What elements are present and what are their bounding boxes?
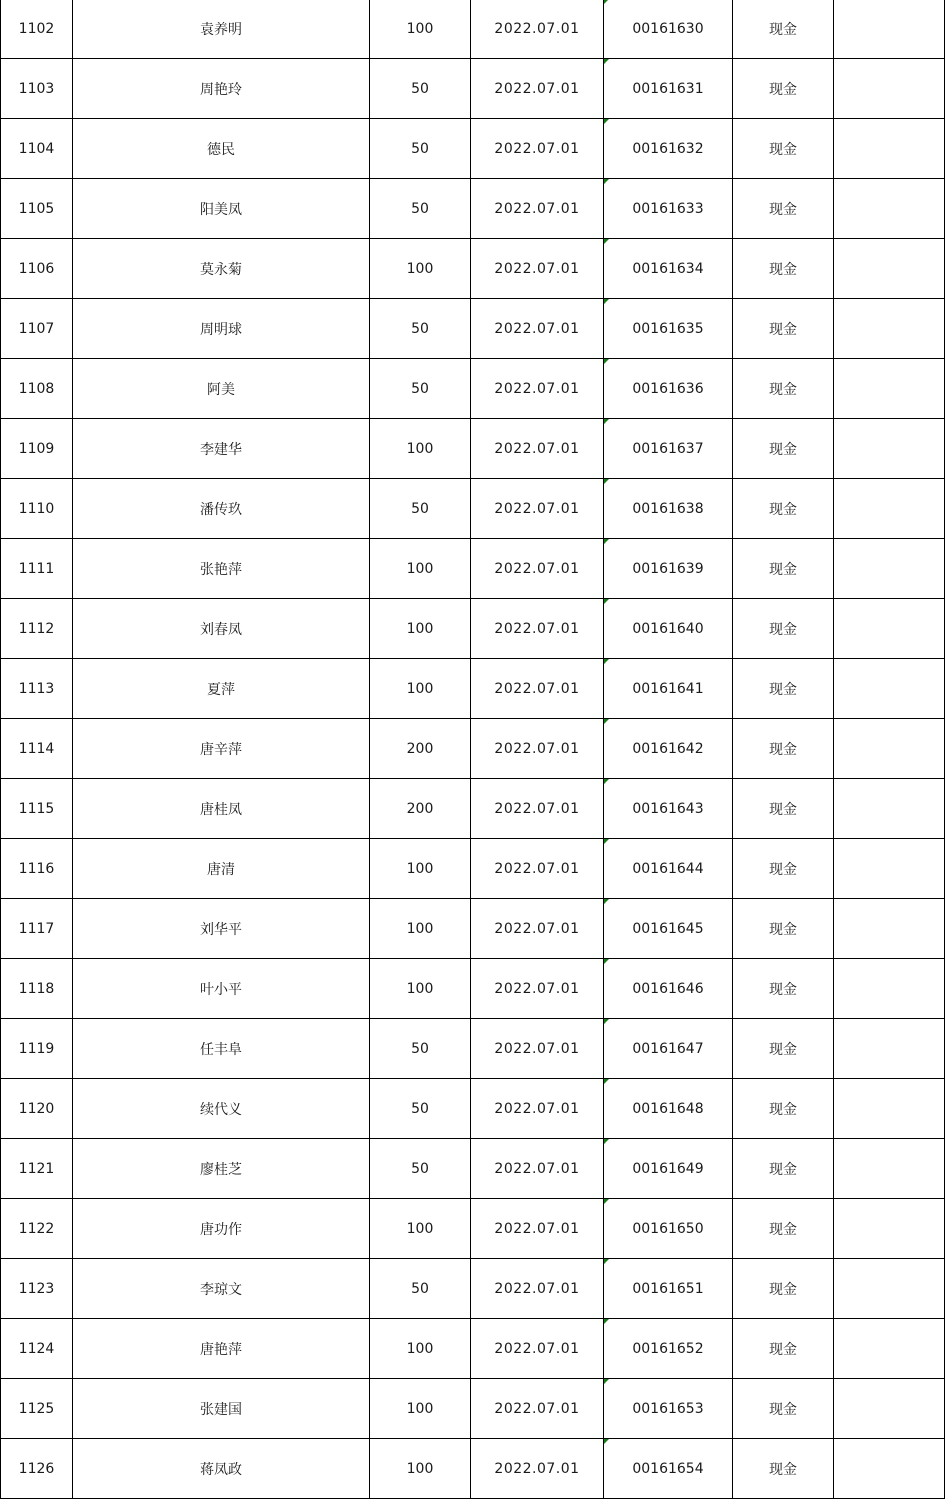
receipt-number-cell[interactable]: [604, 719, 733, 779]
amount-cell[interactable]: 200: [370, 719, 471, 779]
text-number-marker-icon: [604, 419, 609, 424]
donor-name-cell[interactable]: 唐清: [73, 839, 370, 899]
note-cell[interactable]: [834, 1319, 945, 1379]
receipt-number-cell[interactable]: [604, 1379, 733, 1439]
row-number-cell[interactable]: 1108: [1, 359, 73, 419]
date-cell[interactable]: 2022.07.01: [471, 59, 604, 119]
amount-cell[interactable]: 50: [370, 179, 471, 239]
receipt-number-text: 00161647: [632, 1040, 704, 1057]
table-row: [1, 839, 945, 899]
amount-cell[interactable]: 100: [370, 659, 471, 719]
row-number-cell[interactable]: 1111: [1, 539, 73, 599]
row-number-cell[interactable]: 1120: [1, 1079, 73, 1139]
note-cell[interactable]: [834, 839, 945, 899]
text-number-marker-icon: [604, 239, 609, 244]
row-number-cell[interactable]: 1105: [1, 179, 73, 239]
receipt-number-cell[interactable]: [604, 539, 733, 599]
payment-method-cell[interactable]: 现金: [733, 899, 834, 959]
donor-name-cell[interactable]: 潘传玖: [73, 479, 370, 539]
donor-name-cell[interactable]: 周明球: [73, 299, 370, 359]
row-number-cell[interactable]: 1121: [1, 1139, 73, 1199]
text-number-marker-icon: [604, 779, 609, 784]
row-number-cell[interactable]: 1117: [1, 899, 73, 959]
payment-method-cell[interactable]: 现金: [733, 1259, 834, 1319]
amount-cell[interactable]: 50: [370, 299, 471, 359]
receipt-number-cell[interactable]: [604, 1139, 733, 1199]
payment-method-cell[interactable]: 现金: [733, 1019, 834, 1079]
amount-cell[interactable]: 50: [370, 1079, 471, 1139]
payment-method-cell[interactable]: 现金: [733, 1439, 834, 1499]
table-row: [1, 179, 945, 239]
payment-method-cell[interactable]: 现金: [733, 479, 834, 539]
receipt-number-text: 00161633: [632, 200, 704, 217]
text-number-marker-icon: [604, 599, 609, 604]
note-cell[interactable]: [834, 1199, 945, 1259]
table-row: [1, 1079, 945, 1139]
note-cell[interactable]: [834, 959, 945, 1019]
date-cell[interactable]: 2022.07.01: [471, 719, 604, 779]
row-number-cell[interactable]: 1122: [1, 1199, 73, 1259]
text-number-marker-icon: [604, 659, 609, 664]
text-number-marker-icon: [604, 539, 609, 544]
text-number-marker-icon: [604, 1439, 609, 1444]
receipt-number-cell[interactable]: [604, 1079, 733, 1139]
payment-method-cell[interactable]: 现金: [733, 779, 834, 839]
payment-method-cell[interactable]: 现金: [733, 1319, 834, 1379]
payment-method-cell[interactable]: 现金: [733, 239, 834, 299]
payment-method-cell[interactable]: 现金: [733, 1079, 834, 1139]
row-number-cell[interactable]: 1109: [1, 419, 73, 479]
row-number-cell[interactable]: 1116: [1, 839, 73, 899]
text-number-marker-icon: [604, 719, 609, 724]
table-row: [1, 1199, 945, 1259]
amount-cell[interactable]: 100: [370, 1319, 471, 1379]
payment-method-cell[interactable]: 现金: [733, 659, 834, 719]
date-cell[interactable]: 2022.07.01: [471, 839, 604, 899]
amount-cell[interactable]: 100: [370, 1199, 471, 1259]
date-cell[interactable]: 2022.07.01: [471, 1259, 604, 1319]
table-row: [1, 959, 945, 1019]
date-cell[interactable]: 2022.07.01: [471, 179, 604, 239]
date-cell[interactable]: 2022.07.01: [471, 899, 604, 959]
payment-method-cell[interactable]: 现金: [733, 719, 834, 779]
note-cell[interactable]: [834, 479, 945, 539]
table-row: [1, 119, 945, 179]
receipt-number-cell[interactable]: [604, 59, 733, 119]
text-number-marker-icon: [604, 1379, 609, 1384]
text-number-marker-icon: [604, 1259, 609, 1264]
payment-method-cell[interactable]: 现金: [733, 59, 834, 119]
donor-name-cell[interactable]: 夏萍: [73, 659, 370, 719]
receipt-number-cell[interactable]: [604, 599, 733, 659]
receipt-number-text: 00161638: [632, 500, 704, 517]
table-row: [1, 719, 945, 779]
amount-cell[interactable]: 50: [370, 1139, 471, 1199]
amount-cell[interactable]: 50: [370, 1259, 471, 1319]
table-row: [1, 1259, 945, 1319]
table-row: [1, 1319, 945, 1379]
note-cell[interactable]: [834, 119, 945, 179]
amount-cell[interactable]: 100: [370, 1439, 471, 1499]
donor-name-cell[interactable]: 张艳萍: [73, 539, 370, 599]
date-cell[interactable]: 2022.07.01: [471, 0, 604, 59]
receipt-number-text: 00161637: [632, 440, 704, 457]
receipt-number-text: 00161652: [632, 1340, 704, 1357]
receipt-number-cell[interactable]: [604, 659, 733, 719]
receipt-number-cell[interactable]: [604, 299, 733, 359]
receipt-number-text: 00161644: [632, 860, 704, 877]
text-number-marker-icon: [604, 479, 609, 484]
donor-name-cell[interactable]: 阳美凤: [73, 179, 370, 239]
date-cell[interactable]: 2022.07.01: [471, 1139, 604, 1199]
row-number-cell[interactable]: 1114: [1, 719, 73, 779]
table-row: [1, 479, 945, 539]
donor-name-cell[interactable]: 袁养明: [73, 0, 370, 59]
row-number-cell[interactable]: 1123: [1, 1259, 73, 1319]
donor-name-cell[interactable]: 叶小平: [73, 959, 370, 1019]
note-cell[interactable]: [834, 359, 945, 419]
donor-name-cell[interactable]: 任丰阜: [73, 1019, 370, 1079]
date-cell[interactable]: 2022.07.01: [471, 659, 604, 719]
payment-method-cell[interactable]: 现金: [733, 359, 834, 419]
amount-cell[interactable]: 100: [370, 959, 471, 1019]
amount-cell[interactable]: 100: [370, 239, 471, 299]
row-number-cell[interactable]: 1113: [1, 659, 73, 719]
date-cell[interactable]: 2022.07.01: [471, 119, 604, 179]
date-cell[interactable]: 2022.07.01: [471, 419, 604, 479]
row-number-cell[interactable]: 1118: [1, 959, 73, 1019]
donor-name-cell[interactable]: 续代义: [73, 1079, 370, 1139]
donor-name-cell[interactable]: 阿美: [73, 359, 370, 419]
table-row: [1, 899, 945, 959]
amount-cell[interactable]: 100: [370, 419, 471, 479]
table-body: [1, 0, 945, 1499]
date-cell[interactable]: 2022.07.01: [471, 479, 604, 539]
payment-method-cell[interactable]: 现金: [733, 1199, 834, 1259]
table-row: [1, 1019, 945, 1079]
table-row: [1, 359, 945, 419]
receipt-number-text: 00161646: [632, 980, 704, 997]
table-row: [1, 239, 945, 299]
amount-cell[interactable]: 50: [370, 1019, 471, 1079]
receipt-number-cell[interactable]: [604, 1259, 733, 1319]
row-number-cell[interactable]: 1106: [1, 239, 73, 299]
receipt-number-text: 00161641: [632, 680, 704, 697]
receipt-number-text: 00161636: [632, 380, 704, 397]
amount-cell[interactable]: 50: [370, 479, 471, 539]
note-cell[interactable]: [834, 779, 945, 839]
donor-name-cell[interactable]: 莫永菊: [73, 239, 370, 299]
row-number-cell[interactable]: 1115: [1, 779, 73, 839]
donor-name-cell[interactable]: 李琼文: [73, 1259, 370, 1319]
receipt-number-cell[interactable]: [604, 119, 733, 179]
payment-method-cell[interactable]: 现金: [733, 179, 834, 239]
table-row: [1, 539, 945, 599]
table-row: [1, 659, 945, 719]
receipt-number-cell[interactable]: [604, 0, 733, 59]
note-cell[interactable]: [834, 179, 945, 239]
donor-name-cell[interactable]: 唐艳萍: [73, 1319, 370, 1379]
amount-cell[interactable]: 100: [370, 599, 471, 659]
donor-name-cell[interactable]: 李建华: [73, 419, 370, 479]
amount-cell[interactable]: 200: [370, 779, 471, 839]
donor-name-cell[interactable]: 张建国: [73, 1379, 370, 1439]
donor-name-cell[interactable]: 蒋凤政: [73, 1439, 370, 1499]
amount-cell[interactable]: 50: [370, 359, 471, 419]
note-cell[interactable]: [834, 1439, 945, 1499]
amount-cell[interactable]: 100: [370, 1379, 471, 1439]
note-cell[interactable]: [834, 719, 945, 779]
note-cell[interactable]: [834, 1079, 945, 1139]
receipt-number-cell[interactable]: [604, 479, 733, 539]
note-cell[interactable]: [834, 1139, 945, 1199]
note-cell[interactable]: [834, 539, 945, 599]
row-number-cell[interactable]: 1112: [1, 599, 73, 659]
donor-name-cell[interactable]: 唐功作: [73, 1199, 370, 1259]
note-cell[interactable]: [834, 1259, 945, 1319]
row-number-cell[interactable]: 1103: [1, 59, 73, 119]
receipt-number-text: 00161639: [632, 560, 704, 577]
date-cell[interactable]: 2022.07.01: [471, 1319, 604, 1379]
receipt-number-text: 00161643: [632, 800, 704, 817]
date-cell[interactable]: 2022.07.01: [471, 1199, 604, 1259]
amount-cell[interactable]: 100: [370, 839, 471, 899]
date-cell[interactable]: 2022.07.01: [471, 599, 604, 659]
receipt-number-text: 00161654: [632, 1460, 704, 1477]
date-cell[interactable]: 2022.07.01: [471, 959, 604, 1019]
note-cell[interactable]: [834, 419, 945, 479]
text-number-marker-icon: [604, 1019, 609, 1024]
text-number-marker-icon: [604, 1079, 609, 1084]
donor-name-cell[interactable]: 唐桂凤: [73, 779, 370, 839]
note-cell[interactable]: [834, 239, 945, 299]
text-number-marker-icon: [604, 359, 609, 364]
text-number-marker-icon: [604, 1319, 609, 1324]
donor-name-cell[interactable]: 刘华平: [73, 899, 370, 959]
note-cell[interactable]: [834, 1019, 945, 1079]
row-number-cell[interactable]: 1104: [1, 119, 73, 179]
date-cell[interactable]: 2022.07.01: [471, 1079, 604, 1139]
note-cell[interactable]: [834, 899, 945, 959]
table-row: [1, 1379, 945, 1439]
text-number-marker-icon: [604, 119, 609, 124]
row-number-cell[interactable]: 1124: [1, 1319, 73, 1379]
table-row: [1, 599, 945, 659]
table-row: [1, 299, 945, 359]
date-cell[interactable]: 2022.07.01: [471, 1019, 604, 1079]
receipt-number-text: 00161653: [632, 1400, 704, 1417]
receipt-number-text: 00161635: [632, 320, 704, 337]
payment-method-cell[interactable]: 现金: [733, 419, 834, 479]
receipt-number-text: 00161650: [632, 1220, 704, 1237]
payment-method-cell[interactable]: 现金: [733, 1379, 834, 1439]
donor-name-cell[interactable]: 廖桂芝: [73, 1139, 370, 1199]
row-number-cell[interactable]: 1125: [1, 1379, 73, 1439]
payment-method-cell[interactable]: 现金: [733, 539, 834, 599]
date-cell[interactable]: 2022.07.01: [471, 1439, 604, 1499]
text-number-marker-icon: [604, 1199, 609, 1204]
text-number-marker-icon: [604, 59, 609, 64]
date-cell[interactable]: 2022.07.01: [471, 779, 604, 839]
amount-cell[interactable]: 100: [370, 539, 471, 599]
payment-method-cell[interactable]: 现金: [733, 839, 834, 899]
table-row: [1, 419, 945, 479]
receipt-number-cell[interactable]: [604, 1439, 733, 1499]
note-cell[interactable]: [834, 599, 945, 659]
amount-cell[interactable]: 50: [370, 119, 471, 179]
date-cell[interactable]: 2022.07.01: [471, 539, 604, 599]
text-number-marker-icon: [604, 299, 609, 304]
payment-method-cell[interactable]: 现金: [733, 119, 834, 179]
amount-cell[interactable]: 50: [370, 59, 471, 119]
note-cell[interactable]: [834, 0, 945, 59]
note-cell[interactable]: [834, 299, 945, 359]
payment-method-cell[interactable]: 现金: [733, 0, 834, 59]
text-number-marker-icon: [604, 1139, 609, 1144]
text-number-marker-icon: [604, 179, 609, 184]
payment-method-cell[interactable]: 现金: [733, 1139, 834, 1199]
row-number-cell[interactable]: 1107: [1, 299, 73, 359]
table-row: [1, 779, 945, 839]
row-number-cell[interactable]: 1110: [1, 479, 73, 539]
receipt-number-cell[interactable]: [604, 359, 733, 419]
payment-method-cell[interactable]: 现金: [733, 599, 834, 659]
payment-method-cell[interactable]: 现金: [733, 299, 834, 359]
table-row: [1, 59, 945, 119]
receipt-number-text: 00161631: [632, 80, 704, 97]
receipt-number-cell[interactable]: [604, 239, 733, 299]
donor-name-cell[interactable]: 周艳玲: [73, 59, 370, 119]
receipt-number-cell[interactable]: [604, 839, 733, 899]
receipt-number-text: 00161648: [632, 1100, 704, 1117]
receipt-number-text: 00161632: [632, 140, 704, 157]
date-cell[interactable]: 2022.07.01: [471, 1379, 604, 1439]
text-number-marker-icon: [604, 0, 609, 4]
donor-name-cell[interactable]: 德民: [73, 119, 370, 179]
row-number-cell[interactable]: 1102: [1, 0, 73, 59]
receipt-number-cell[interactable]: [604, 1319, 733, 1379]
receipt-number-cell[interactable]: [604, 179, 733, 239]
table-row: [1, 1139, 945, 1199]
text-number-marker-icon: [604, 959, 609, 964]
date-cell[interactable]: 2022.07.01: [471, 359, 604, 419]
receipt-number-text: 00161630: [632, 20, 704, 37]
amount-cell[interactable]: 100: [370, 0, 471, 59]
row-number-cell[interactable]: 1119: [1, 1019, 73, 1079]
note-cell[interactable]: [834, 59, 945, 119]
donor-name-cell[interactable]: 唐辛萍: [73, 719, 370, 779]
receipt-number-text: 00161642: [632, 740, 704, 757]
receipt-number-text: 00161645: [632, 920, 704, 937]
receipt-number-text: 00161634: [632, 260, 704, 277]
receipt-number-cell[interactable]: [604, 959, 733, 1019]
receipt-number-cell[interactable]: [604, 1019, 733, 1079]
table-row: [1, 0, 945, 59]
table-row: [1, 1439, 945, 1499]
date-cell[interactable]: 2022.07.01: [471, 299, 604, 359]
donor-name-cell[interactable]: 刘春凤: [73, 599, 370, 659]
row-number-cell[interactable]: 1126: [1, 1439, 73, 1499]
receipt-number-text: 00161651: [632, 1280, 704, 1297]
note-cell[interactable]: [834, 1379, 945, 1439]
payment-method-cell[interactable]: 现金: [733, 959, 834, 1019]
receipt-number-text: 00161640: [632, 620, 704, 637]
receipt-number-cell[interactable]: [604, 1199, 733, 1259]
note-cell[interactable]: [834, 659, 945, 719]
receipt-number-text: 00161649: [632, 1160, 704, 1177]
receipt-number-cell[interactable]: [604, 899, 733, 959]
receipt-number-cell[interactable]: [604, 419, 733, 479]
text-number-marker-icon: [604, 839, 609, 844]
date-cell[interactable]: 2022.07.01: [471, 239, 604, 299]
amount-cell[interactable]: 100: [370, 899, 471, 959]
receipt-number-cell[interactable]: [604, 779, 733, 839]
text-number-marker-icon: [604, 899, 609, 904]
